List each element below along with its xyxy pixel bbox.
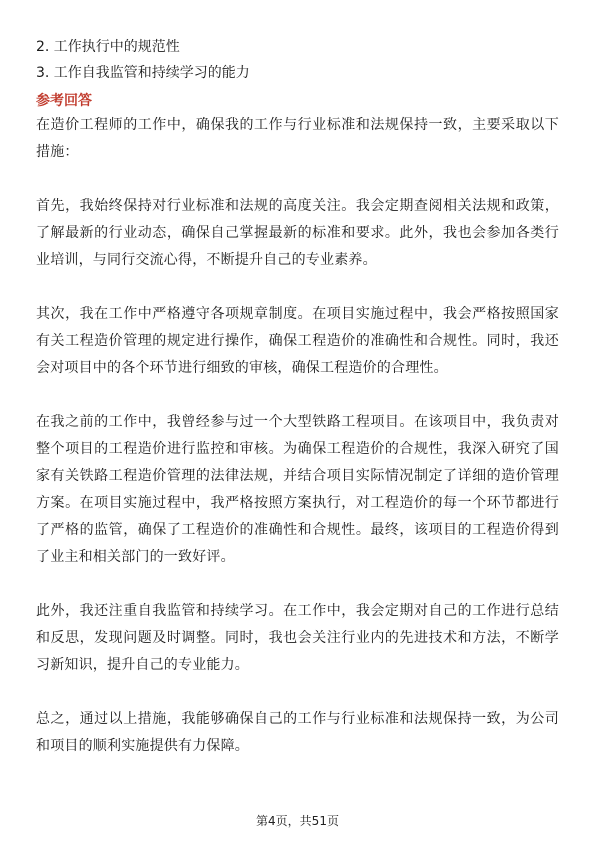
paragraph-first: 首先，我始终保持对行业标准和法规的高度关注。我会定期查阅相关法规和政策，了解最新的行业动态，确保自己掌握最新的标准和要求。此外，我也会参加各类行业培训，与同行交流心得，不断提升自己的专业素养。: [36, 198, 559, 268]
list-item-3: 3. 工作自我监管和持续学习的能力: [36, 65, 250, 81]
paragraph-intro: 在造价工程师的工作中，确保我的工作与行业标准和法规保持一致，主要采取以下措施：: [36, 117, 559, 160]
page-footer: 第4页，共51页: [256, 814, 339, 828]
paragraph-conclusion: 总之，通过以上措施，我能够确保自己的工作与行业标准和法规保持一致，为公司和项目的顺利实施提供有力保障。: [36, 711, 559, 754]
paragraph-additionally: 此外，我还注重自我监管和持续学习。在工作中，我会定期对自己的工作进行总结和反思，发现问题及时调整。同时，我也会关注行业内的先进技术和方法，不断学习新知识，提升自己的专业能力。: [36, 603, 559, 673]
list-item-2: 2. 工作执行中的规范性: [36, 39, 180, 55]
answer-heading: 参考回答: [36, 93, 92, 109]
page-content: [36, 34, 559, 760]
paragraph-example: 在我之前的工作中，我曾经参与过一个大型铁路工程项目。在该项目中，我负责对整个项目的工程造价进行监控和审核。为确保工程造价的合规性，我深入研究了国家有关铁路工程造价管理的法律法规，并结合项目实际情况制定了详细的造价管理方案。在项目实施过程中，我严格按照方案执行，对工程造价的每一个环节都进行了严格的监管，确保了工程造价的准确性和合规性。最终，该项目的工程造价得到了业主和相关部门的一致好评。: [36, 414, 559, 565]
paragraph-second: 其次，我在工作中严格遵守各项规章制度。在项目实施过程中，我会严格按照国家有关工程造价管理的规定进行操作，确保工程造价的准确性和合规性。同时，我还会对项目中的各个环节进行细致的审核，确保工程造价的合理性。: [36, 306, 559, 376]
